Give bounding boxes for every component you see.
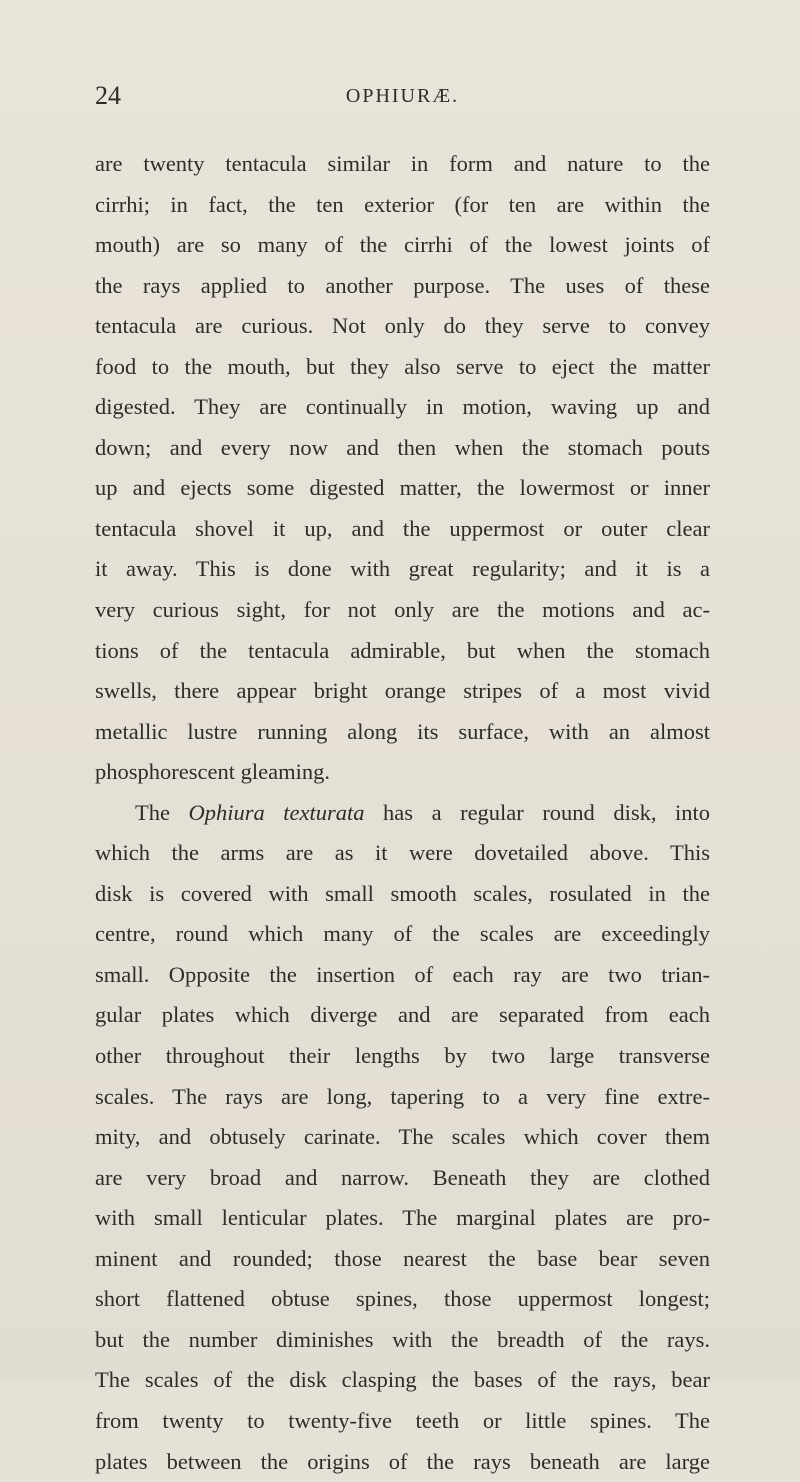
text-line: tentacula are curious. Not only do they serve to convey	[95, 306, 710, 347]
text-line: but the number diminishes with the breadth of the rays.	[95, 1320, 710, 1361]
text-line: gular plates which diverge and are separated from each	[95, 995, 710, 1036]
text-line: The scales of the disk clasping the bases of the rays, bear	[95, 1360, 710, 1401]
text-run: has a regular round disk, into	[365, 800, 710, 825]
body-text	[95, 144, 710, 1482]
paragraph-opening-line	[95, 793, 710, 834]
text-line: from twenty to twenty-five teeth or little spines. The	[95, 1401, 710, 1442]
text-line: very curious sight, for not only are the motions and ac-	[95, 590, 710, 631]
text-line: up and ejects some digested matter, the lowermost or inner	[95, 468, 710, 509]
text-line: phosphorescent gleaming.	[95, 752, 710, 793]
text-line: scales. The rays are long, tapering to a very fine extre-	[95, 1077, 710, 1118]
text-line: mouth) are so many of the cirrhi of the lowest joints of	[95, 225, 710, 266]
text-line: the rays applied to another purpose. The uses of these	[95, 266, 710, 307]
text-line: cirrhi; in fact, the ten exterior (for ten are within the	[95, 185, 710, 226]
text-line: it away. This is done with great regularity; and it is a	[95, 549, 710, 590]
text-run: The	[135, 800, 189, 825]
text-line: small. Opposite the insertion of each ray are two trian-	[95, 955, 710, 996]
text-line: tentacula shovel it up, and the uppermost or outer clear	[95, 509, 710, 550]
text-line: mity, and obtusely carinate. The scales which cover them	[95, 1117, 710, 1158]
text-line: plates between the origins of the rays beneath are large	[95, 1442, 710, 1482]
text-line: down; and every now and then when the stomach pouts	[95, 428, 710, 469]
text-line: which the arms are as it were dovetailed above. This	[95, 833, 710, 874]
running-title: OPHIURÆ.	[95, 76, 710, 116]
species-name: Ophiura texturata	[189, 800, 365, 825]
page-header	[95, 76, 710, 116]
text-line: minent and rounded; those nearest the base bear seven	[95, 1239, 710, 1280]
text-line: swells, there appear bright orange stripes of a most vivid	[95, 671, 710, 712]
text-line: with small lenticular plates. The marginal plates are pro-	[95, 1198, 710, 1239]
text-line: centre, round which many of the scales are exceedingly	[95, 914, 710, 955]
text-line: other throughout their lengths by two large transverse	[95, 1036, 710, 1077]
text-line: disk is covered with small smooth scales, rosulated in the	[95, 874, 710, 915]
text-line: metallic lustre running along its surface, with an almost	[95, 712, 710, 753]
text-line: digested. They are continually in motion, waving up and	[95, 387, 710, 428]
text-line: food to the mouth, but they also serve to eject the matter	[95, 347, 710, 388]
text-line: short flattened obtuse spines, those uppermost longest;	[95, 1279, 710, 1320]
text-line: are twenty tentacula similar in form and nature to the	[95, 144, 710, 185]
text-line: are very broad and narrow. Beneath they are clothed	[95, 1158, 710, 1199]
page-number: 24	[95, 76, 121, 116]
text-line: tions of the tentacula admirable, but when the stomach	[95, 631, 710, 672]
